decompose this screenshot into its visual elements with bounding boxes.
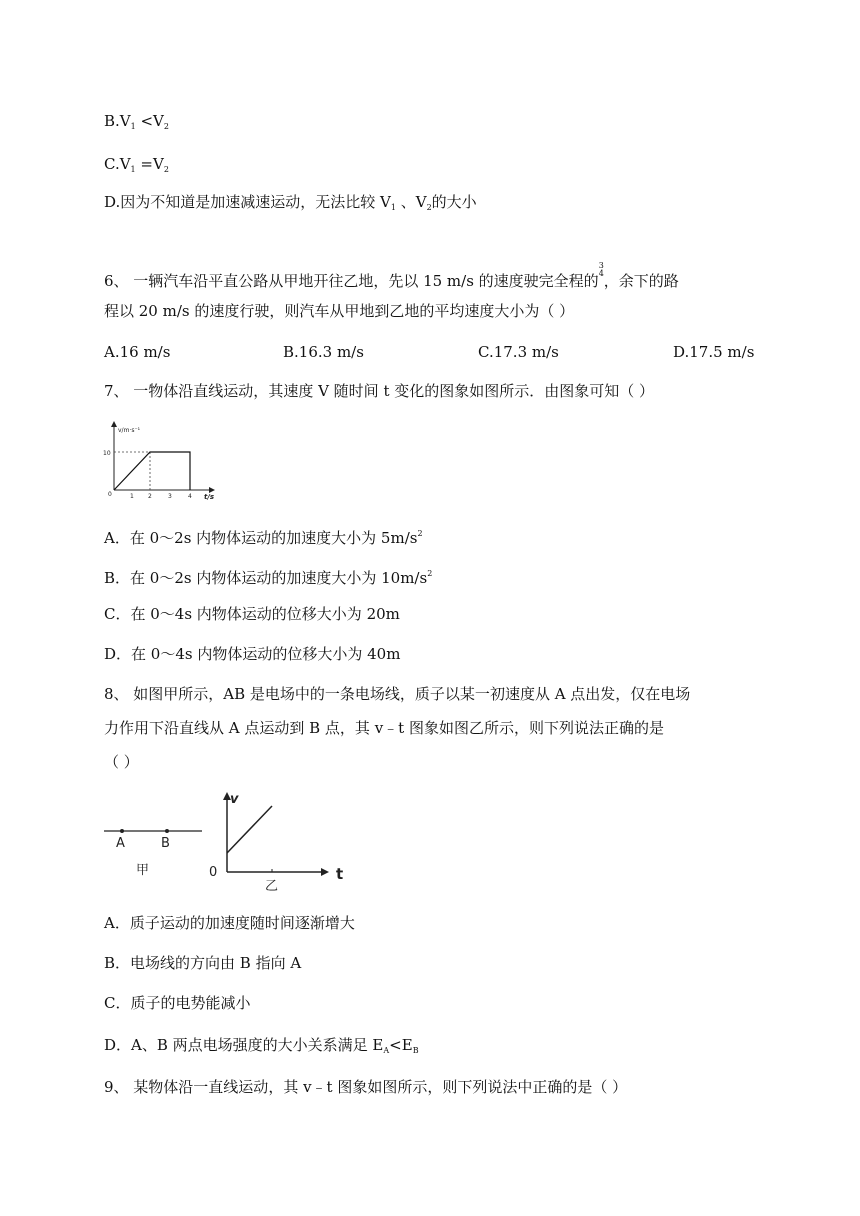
q7-y-arrow — [111, 421, 117, 427]
q8-option-b: B．电场线的方向由 B 指向 A — [104, 954, 302, 972]
q5-option-d: D.因为不知道是加速减速运动，无法比较 $V_1$ 、$V_2$的大小 — [104, 193, 477, 212]
q8-caption-jia: 甲 — [136, 863, 150, 878]
q6-option-a: A.16 m/s — [104, 343, 171, 361]
q7-y-tick-10: 10 — [103, 450, 111, 457]
q8-yi-origin: 0 — [209, 865, 218, 880]
q8-option-a: A．质子运动的加速度随时间逐渐增大 — [104, 914, 355, 932]
q7-velocity-line — [114, 452, 190, 490]
q8-point-a — [120, 829, 124, 833]
q8-option-c: C．质子的电势能减小 — [104, 994, 251, 1012]
q7-x-tick-3: 3 — [168, 493, 172, 500]
q7-option-d: D．在 0～4s 内物体运动的位移大小为 40m — [104, 645, 401, 663]
q8-point-b — [165, 829, 169, 833]
q6-stem-line2: 程以 20 m/s 的速度行驶，则汽车从甲地到乙地的平均速度大小为（ ） — [104, 302, 575, 320]
q7-x-label: t/s — [204, 493, 215, 501]
q7-vt-graph — [100, 420, 225, 500]
q6-fraction: 3 4 — [598, 261, 604, 278]
q7-x-tick-2: 2 — [148, 493, 152, 500]
q7-y-label: v/m·s⁻¹ — [118, 427, 141, 434]
q8-yi-x-arrow — [321, 868, 329, 876]
q6-option-c: C.17.3 m/s — [478, 343, 559, 361]
q8-stem-line2: 力作用下沿直线从 A 点运动到 B 点，其 v﹣t 图象如图乙所示，则下列说法正确的是 — [104, 719, 664, 737]
q7-option-b: B．在 0～2s 内物体运动的加速度大小为 $10m/s^2$ — [104, 569, 433, 587]
q8-figure-jia — [104, 820, 204, 880]
q5-option-c: $C.V_1 =V_2$ — [104, 155, 169, 174]
q7-origin: 0 — [108, 491, 112, 498]
q9-stem: 9、 某物体沿一直线运动，其 v﹣t 图象如图所示，则下列说法中正确的是（ ） — [104, 1078, 628, 1096]
q8-yi-x-label: t — [336, 865, 344, 883]
q6-option-b: B.16.3 m/s — [283, 343, 364, 361]
q8-yi-caption: 乙 — [265, 879, 279, 894]
q7-x-tick-4: 4 — [188, 493, 192, 500]
q8-yi-y-label: v — [230, 792, 239, 807]
q6-option-d: D.17.5 m/s — [673, 343, 755, 361]
q8-figure-yi — [205, 790, 360, 894]
q6-stem-line1: 6、 一辆汽车沿平直公路从甲地开往乙地，先以 15 m/s 的速度驶完全程的3 4，余下的路 — [104, 261, 679, 290]
q7-stem: 7、 一物体沿直线运动，其速度 V 随时间 t 变化的图象如图所示．由图象可知（ ） — [104, 382, 655, 400]
q8-yi-velocity-line — [227, 806, 272, 853]
q8-stem-line3: （ ） — [104, 753, 139, 771]
q5-option-b: $B.V_1 <V_2$ — [104, 112, 169, 131]
q8-option-d: D．A、B 两点电场强度的大小关系满足 $E_A<E_B$ — [104, 1036, 419, 1055]
q8-label-b: B — [161, 836, 170, 851]
q7-x-tick-1: 1 — [130, 493, 134, 500]
q7-option-c: C．在 0～4s 内物体运动的位移大小为 20m — [104, 605, 400, 623]
q8-label-a: A — [116, 836, 125, 851]
q7-option-a: A．在 0～2s 内物体运动的加速度大小为 $5m/s^2$ — [104, 529, 423, 547]
q8-stem-line1: 8、 如图甲所示，AB 是电场中的一条电场线，质子以某一初速度从 A 点出发，仅在电场 — [104, 685, 691, 703]
